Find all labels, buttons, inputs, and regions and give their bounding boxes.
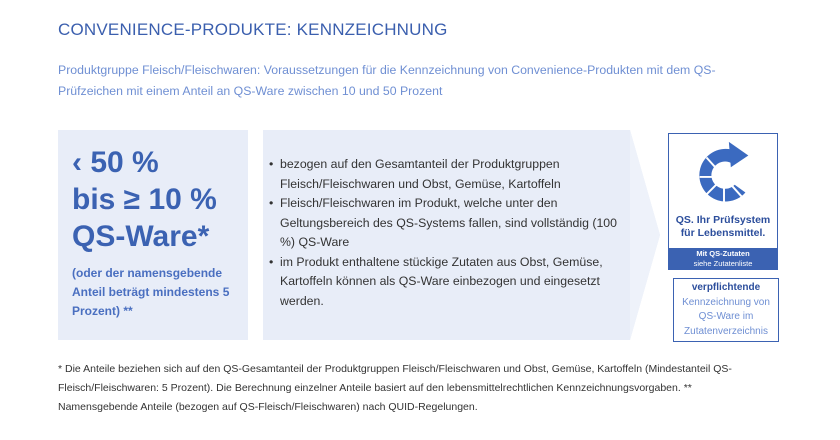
footnote: * Die Anteile beziehen sich auf den QS-Gesamtanteil der Produktgruppen Fleisch/Fleischwaren und Obst, Gemüse, Kartoffeln (Mindestanteil QS-Fleisch/Fleischwaren: 5 Prozent). Die Berechnung einzelner Anteile basiert auf den lebensmittelrechtlichen Kennzeichnungsvorgaben. ** Namensgebende Anteile (bezogen auf QS-Fleisch/Fleischwaren) nach QUID-Regelungen. [58,363,732,413]
qs-arrow-circle-icon [691,138,757,212]
band-line: Mit QS-Zutaten [696,249,750,258]
list-item: • im Produkt enthaltene stückige Zutaten aus Obst, Gemüse, Kartoffeln können als QS-Ware einbezogen und eingesetzt werden. [280,253,625,312]
obligation-box [673,278,779,342]
logo-line: QS. Ihr Prüfsystem [675,214,771,226]
band-line: siehe Zutatenliste [693,258,753,268]
qs-ware-label: QS-Ware* [72,220,210,253]
upper-limit: ‹ 50 % [72,146,159,179]
share-box [58,130,248,340]
share-note: (oder der namensgebende Anteil beträgt mindestens 5 Prozent) ** [72,266,230,318]
list-item: • bezogen auf den Gesamtanteil der Produktgruppen Fleisch/Fleischwaren und Obst, Gemüse, Kartoffeln [280,155,625,194]
conditions-list [268,155,625,311]
logo-line: für Lebensmittel. [680,227,766,239]
page-title: CONVENIENCE-PRODUKTE: KENNZEICHNUNG [58,20,448,39]
obligation-text: Kennzeichnung von QS-Ware im Zutatenverzeichnis [682,296,770,337]
arrow-tip [630,130,660,340]
obligation-head: verpflichtende [691,282,761,293]
qs-seal-logo [668,133,778,270]
subtitle: Produktgruppe Fleisch/Fleischwaren: Voraussetzungen für die Kennzeichnung von Convenience-Produkten mit dem QS-Prüfzeichen mit einem Anteil an QS-Ware zwischen 10 und 50 Prozent [58,63,716,98]
share-range [72,144,217,255]
list-item: • Fleisch/Fleischwaren im Produkt, welche unter den Geltungsbereich des QS-Systems fallen, sind vollständig (100 %) QS-Ware [280,194,625,253]
logo-band [669,248,777,269]
lower-limit: bis ≥ 10 % [72,183,217,216]
logo-text [669,214,777,240]
